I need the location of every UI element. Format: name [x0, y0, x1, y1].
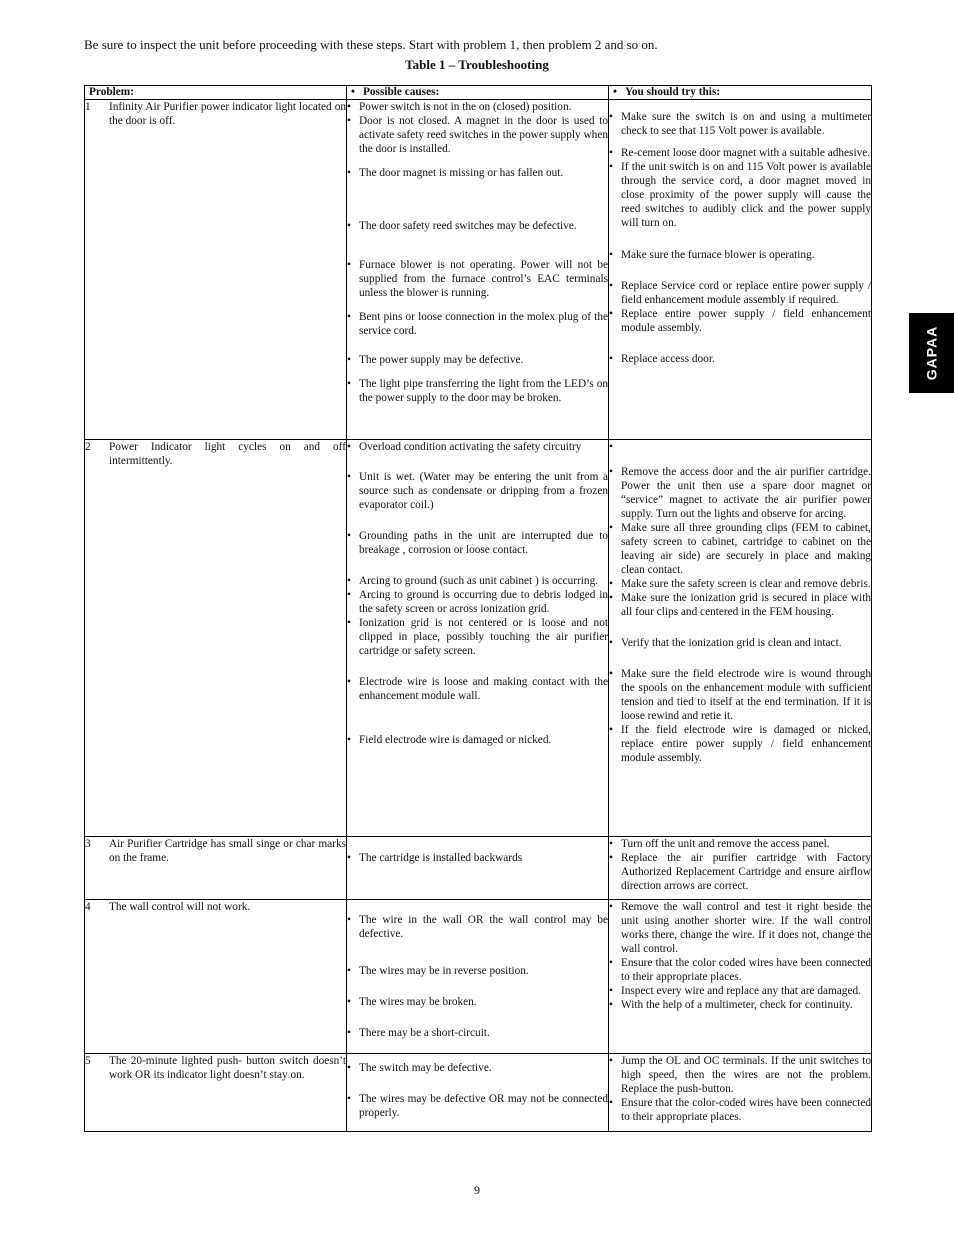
header-causes: • Possible causes: — [347, 86, 609, 100]
problem-text: Air Purifier Cartridge has small singe or char marks on the frame. — [109, 838, 346, 864]
cause-item — [347, 100, 608, 114]
cause-item — [347, 114, 608, 156]
cause-text: There may be a short-circuit. — [359, 1027, 490, 1039]
problem-number: 3 — [85, 838, 91, 850]
solution-item — [609, 146, 871, 160]
solution-item — [609, 307, 871, 335]
causes-cell — [347, 900, 609, 1054]
bullet-icon: • — [347, 996, 351, 1008]
solution-item — [609, 956, 871, 984]
bullet-icon: • — [609, 466, 613, 478]
cause-text: Arcing to ground (such as unit cabinet ) is occurring. — [359, 575, 599, 587]
bullet-icon: • — [609, 592, 613, 604]
table-row — [85, 1054, 872, 1132]
bullet-icon: • — [347, 1027, 351, 1039]
table-row — [85, 440, 872, 837]
problem-text: The 20-minute lighted push- button switch doesn’t work OR its indicator light doesn’t stay on. — [109, 1055, 346, 1081]
solution-text: If the unit switch is on and 115 Volt power is available through the service cord, a door magnet moved in close proximity of the power supply will cause the reed switches to audibly click and the power supply will turn on. — [621, 161, 871, 229]
solution-text: Make sure the ionization grid is secured in place with all four clips and centered in the FEM housing. — [621, 592, 871, 618]
cause-text: The wires may be broken. — [359, 996, 477, 1008]
problem-line — [85, 100, 346, 128]
bullet-icon: • — [609, 353, 613, 365]
cause-item — [347, 470, 608, 512]
solution-text: Make sure the switch is on and using a multimeter check to see that 115 Volt power is available. — [621, 111, 871, 137]
solution-text: Turn off the unit and remove the access panel. — [621, 838, 830, 850]
table-header-row — [85, 86, 872, 100]
troubleshooting-table — [84, 85, 872, 1132]
solution-text: Make sure all three grounding clips (FEM to cabinet, safety screen to cabinet, cartridge to cabinet on the leaving air side) are securely in place and making clean contact. — [621, 522, 871, 576]
bullet-icon: • — [609, 522, 613, 534]
problem-line — [85, 1054, 346, 1082]
bullet-icon: • — [347, 965, 351, 977]
cause-text: Bent pins or loose connection in the molex plug of the service cord. — [359, 311, 608, 337]
solution-text: Replace access door. — [621, 353, 715, 365]
section-tab-label: GAPAA — [923, 325, 940, 381]
bullet-icon: • — [609, 999, 613, 1011]
cause-item — [347, 995, 608, 1009]
solution-text: Replace Service cord or replace entire power supply / field enhancement module assembly if required. — [621, 280, 871, 306]
problem-line — [85, 440, 346, 468]
solutions-cell — [609, 837, 872, 900]
problem-cell — [85, 1054, 347, 1132]
solution-text: Remove the wall control and test it right beside the unit using another shorter wire. If the wall control works there, change the wire. If it does not, change the wall control. — [621, 901, 871, 955]
cause-text: The wires may be defective OR may not be connected properly. — [359, 1093, 608, 1119]
solution-item — [609, 837, 871, 851]
solution-text: Inspect every wire and replace any that are damaged. — [621, 985, 861, 997]
solution-item — [609, 998, 871, 1012]
bullet-icon: • — [609, 249, 613, 261]
solution-item — [609, 1096, 871, 1124]
solution-text: Verify that the ionization grid is clean and intact. — [621, 637, 842, 649]
solution-text: Make sure the furnace blower is operating. — [621, 249, 815, 261]
cause-item — [347, 1061, 608, 1075]
solution-item — [609, 667, 871, 723]
problem-cell — [85, 900, 347, 1054]
solution-item — [609, 723, 871, 765]
solution-item — [609, 248, 871, 262]
cause-text: Furnace blower is not operating. Power will not be supplied from the furnace control’s EAC terminals unless the blower is running. — [359, 259, 608, 299]
bullet-icon: • — [609, 668, 613, 680]
bullet-icon: • — [347, 734, 351, 746]
bullet-icon: • — [609, 724, 613, 736]
cause-text: The power supply may be defective. — [359, 354, 524, 366]
cause-item — [347, 964, 608, 978]
table-title: Table 1 – Troubleshooting — [405, 57, 549, 72]
problem-line — [85, 837, 346, 865]
cause-item — [347, 913, 608, 941]
cause-item — [347, 616, 608, 658]
solution-text: Jump the OL and OC terminals. If the unit switches to high speed, then the wires are not the problem. Replace the push-button. — [621, 1055, 871, 1095]
cause-text: Grounding paths in the unit are interrupted due to breakage , corrosion or loose contact. — [359, 530, 608, 556]
solutions-cell — [609, 100, 872, 440]
cause-item — [347, 733, 608, 747]
solution-item — [609, 352, 871, 366]
bullet-icon: • — [609, 308, 613, 320]
bullet-icon: • — [609, 901, 613, 913]
bullet-icon: • — [609, 147, 613, 159]
cause-text: Ionization grid is not centered or is loose and not clipped in place, possibly touching the air purifier cartridge or safety screen. — [359, 617, 608, 657]
solution-text: If the field electrode wire is damaged or nicked, replace entire power supply / field enhancement module assembly. — [621, 724, 871, 764]
solution-item — [609, 465, 871, 521]
bullet-icon: • — [609, 1055, 613, 1067]
causes-cell — [347, 440, 609, 837]
problem-number: 4 — [85, 901, 91, 913]
problem-number: 5 — [85, 1055, 91, 1067]
solution-item — [609, 900, 871, 956]
cause-item — [347, 529, 608, 557]
bullet-icon: • — [347, 354, 351, 366]
problem-number: 1 — [85, 101, 91, 113]
bullet-icon: • — [347, 676, 351, 688]
problem-text: The wall control will not work. — [109, 901, 251, 913]
bullet-icon: • — [347, 311, 351, 323]
cause-item — [347, 851, 608, 865]
bullet-icon: • — [347, 914, 351, 926]
bullet-icon: • — [347, 852, 351, 864]
cause-text: Overload condition activating the safety circuitry — [359, 441, 582, 453]
bullet-icon: • — [347, 617, 351, 629]
solution-item — [609, 851, 871, 893]
problem-text: Power Indicator light cycles on and off intermittently. — [109, 441, 346, 467]
solution-item — [609, 440, 871, 454]
cause-item — [347, 588, 608, 616]
cause-item — [347, 574, 608, 588]
problem-number: 2 — [85, 441, 91, 453]
problem-cell — [85, 837, 347, 900]
problem-line — [85, 900, 346, 914]
bullet-icon: • — [609, 111, 613, 123]
solution-item — [609, 1054, 871, 1096]
cause-item — [347, 219, 608, 233]
problem-text: Infinity Air Purifier power indicator light located on the door is off. — [109, 101, 346, 127]
solution-item — [609, 160, 871, 230]
cause-text: The cartridge is installed backwards — [359, 852, 523, 864]
cause-text: Electrode wire is loose and making contact with the enhancement module wall. — [359, 676, 608, 702]
bullet-icon: • — [347, 378, 351, 390]
cause-item — [347, 675, 608, 703]
solution-item — [609, 984, 871, 998]
solution-item — [609, 577, 871, 591]
bullet-icon: • — [347, 115, 351, 127]
solution-text: Remove the access door and the air purifier cartridge. Power the unit then use a spare door magnet or “service” magnet to activate the air purifier power supply. Turn out the lights and observe for arcing. — [621, 466, 871, 520]
section-tab — [909, 313, 954, 393]
bullet-icon: • — [609, 1097, 613, 1109]
problem-cell — [85, 440, 347, 837]
bullet-icon: • — [347, 471, 351, 483]
bullet-icon: • — [609, 838, 613, 850]
cause-text: Unit is wet. (Water may be entering the unit from a source such as condensate or dripping from a frozen evaporator coil.) — [359, 471, 608, 511]
bullet-icon: • — [609, 637, 613, 649]
cause-text: The door safety reed switches may be defective. — [359, 220, 577, 232]
solution-text: Ensure that the color coded wires have been connected to their appropriate places. — [621, 957, 871, 983]
solution-text: Ensure that the color-coded wires have been connected to their appropriate places. — [621, 1097, 871, 1123]
header-problem: Problem: — [85, 86, 347, 100]
cause-text: The door magnet is missing or has fallen out. — [359, 167, 564, 179]
table-row — [85, 100, 872, 440]
cause-text: Arcing to ground is occurring due to debris lodged in the safety screen or across ionization grid. — [359, 589, 608, 615]
bullet-icon: • — [609, 957, 613, 969]
bullet-icon: • — [347, 101, 351, 113]
cause-item — [347, 1092, 608, 1120]
page-number: 9 — [474, 1183, 480, 1197]
causes-cell — [347, 837, 609, 900]
bullet-icon: • — [347, 259, 351, 271]
bullet-icon: • — [347, 1093, 351, 1105]
solution-text: Make sure the safety screen is clear and remove debris. — [621, 578, 871, 590]
bullet-icon: • — [609, 985, 613, 997]
table-row — [85, 900, 872, 1054]
cause-item — [347, 377, 608, 405]
causes-cell — [347, 1054, 609, 1132]
cause-item — [347, 166, 608, 180]
solutions-cell — [609, 900, 872, 1054]
solution-item — [609, 521, 871, 577]
bullet-icon: • — [347, 575, 351, 587]
cause-text: The wires may be in reverse position. — [359, 965, 529, 977]
bullet-icon: • — [609, 280, 613, 292]
cause-text: Field electrode wire is damaged or nicked. — [359, 734, 552, 746]
causes-cell — [347, 100, 609, 440]
bullet-icon: • — [347, 220, 351, 232]
intro-text: Be sure to inspect the unit before proceeding with these steps. Start with problem 1, then problem 2 and so on. — [84, 37, 658, 52]
solution-text: Replace the air purifier cartridge with Factory Authorized Replacement Cartridge and ensure airflow direction arrows are correct. — [621, 852, 871, 892]
solutions-cell — [609, 440, 872, 837]
cause-item — [347, 353, 608, 367]
cause-item — [347, 1026, 608, 1040]
bullet-icon: • — [609, 852, 613, 864]
solution-text: Replace entire power supply / field enhancement module assembly. — [621, 308, 871, 334]
solution-item — [609, 279, 871, 307]
solution-item — [609, 110, 871, 138]
cause-text: Power switch is not in the on (closed) position. — [359, 101, 572, 113]
header-solutions: • You should try this: — [609, 86, 872, 100]
bullet-icon: • — [347, 441, 351, 453]
solutions-cell — [609, 1054, 872, 1132]
table-row — [85, 837, 872, 900]
bullet-icon: • — [347, 589, 351, 601]
bullet-icon: • — [609, 578, 613, 590]
solution-text: Make sure the field electrode wire is wound through the spools on the enhancement module with sufficient tension and tied to itself at the end termination. If it is loose rewind and retie it. — [621, 668, 871, 722]
cause-item — [347, 440, 608, 454]
solution-text: Re-cement loose door magnet with a suitable adhesive. — [621, 147, 871, 159]
cause-text: Door is not closed. A magnet in the door is used to activate safety reed switches in the power supply when the door is installed. — [359, 115, 608, 155]
bullet-icon: • — [347, 530, 351, 542]
cause-item — [347, 310, 608, 338]
solution-item — [609, 591, 871, 619]
cause-item — [347, 258, 608, 300]
bullet-icon: • — [347, 167, 351, 179]
cause-text: The light pipe transferring the light from the LED’s on the power supply to the door may be broken. — [359, 378, 608, 404]
cause-text: The switch may be defective. — [359, 1062, 492, 1074]
solution-item — [609, 636, 871, 650]
bullet-icon: • — [609, 161, 613, 173]
problem-cell — [85, 100, 347, 440]
bullet-icon: • — [609, 441, 613, 453]
solution-text — [621, 440, 871, 454]
solution-text: With the help of a multimeter, check for continuity. — [621, 999, 853, 1011]
bullet-icon: • — [347, 1062, 351, 1074]
cause-text: The wire in the wall OR the wall control may be defective. — [359, 914, 608, 940]
